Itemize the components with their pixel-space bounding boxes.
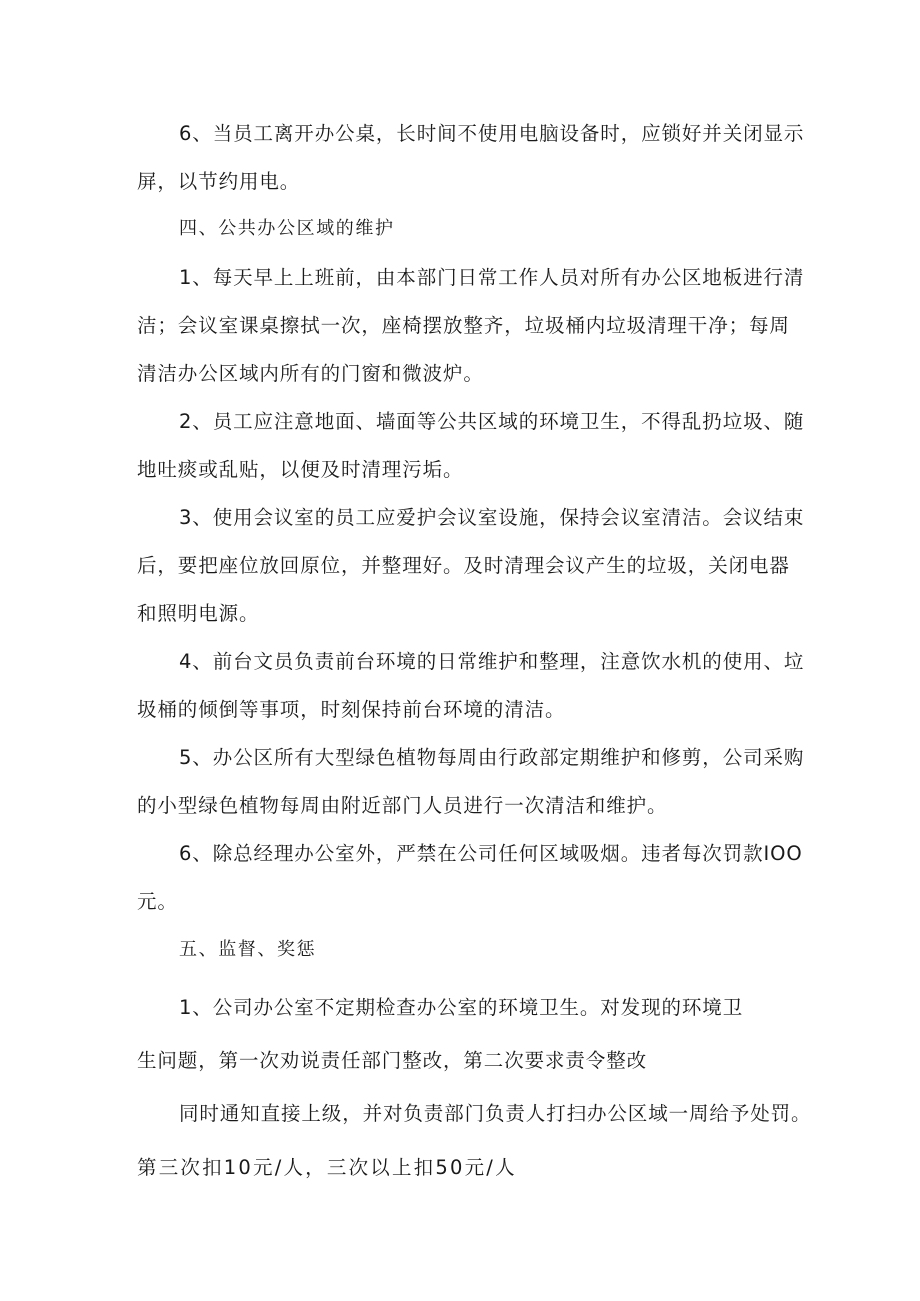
- text-line: 洁；会议室课桌擦拭一次，座椅摆放整齐，垃圾桶内垃圾清理干净；每周: [137, 314, 790, 337]
- section-heading: 四、公共办公区域的维护: [179, 218, 395, 239]
- text-line: 1、公司办公室不定期检查办公室的环境卫生。对发现的环境卫: [179, 996, 744, 1019]
- text-line: 的小型绿色植物每周由附近部门人员进行一次清洁和维护。: [137, 794, 668, 817]
- text-line: 屏，以节约用电。: [137, 170, 301, 193]
- text-line: 2、员工应注意地面、墙面等公共区域的环境卫生，不得乱扔垃圾、随: [179, 410, 805, 433]
- text-line: 清洁办公区域内所有的门窗和微波炉。: [137, 362, 484, 385]
- text-line: 第三次扣10元/人，三次以上扣50元/人: [137, 1156, 517, 1179]
- text-line: 元。: [137, 890, 178, 913]
- text-line: 6、当员工离开办公桌，长时间不使用电脑设备时，应锁好并关闭显示: [179, 122, 805, 145]
- text-line: 地吐痰或乱贴，以便及时清理污垢。: [137, 458, 464, 481]
- text-line: 1、每天早上上班前，由本部门日常工作人员对所有办公区地板进行清: [179, 266, 805, 289]
- text-line: 同时通知直接上级，并对负责部门负责人打扫办公区域一周给予处罚。: [179, 1102, 812, 1125]
- text-line: 6、除总经理办公室外，严禁在公司任何区域吸烟。违者每次罚款IOO: [179, 842, 803, 865]
- section-heading: 五、监督、奖惩: [179, 939, 317, 960]
- text-line: 和照明电源。: [137, 602, 260, 625]
- text-line: 3、使用会议室的员工应爱护会议室设施，保持会议室清洁。会议结束: [179, 506, 805, 529]
- text-line: 生问题，第一次劝说责任部门整改，第二次要求责令整改: [137, 1049, 648, 1072]
- text-line: 圾桶的倾倒等事项，时刻保持前台环境的清洁。: [137, 698, 566, 721]
- text-line: 5、办公区所有大型绿色植物每周由行政部定期维护和修剪，公司采购: [179, 746, 805, 769]
- text-line: 后，要把座位放回原位，并整理好。及时清理会议产生的垃圾，关闭电器: [137, 554, 790, 577]
- text-line: 4、前台文员负责前台环境的日常维护和整理，注意饮水机的使用、垃: [179, 650, 805, 673]
